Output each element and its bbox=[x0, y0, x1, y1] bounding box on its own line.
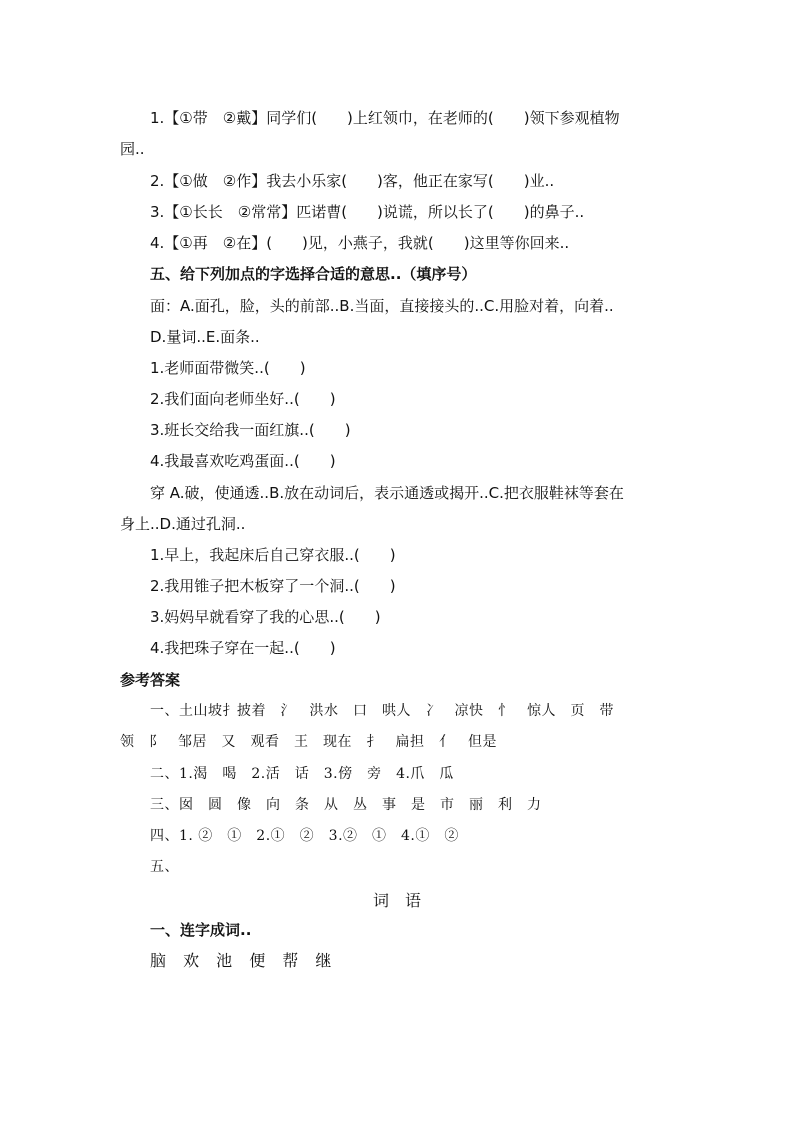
mian-item-4: 4.我最喜欢吃鸡蛋面..( ) bbox=[150, 452, 336, 470]
answers-heading: 参考答案 bbox=[120, 671, 181, 689]
answer-2: 二、1.渴 喝 2.活 话 3.傍 旁 4.爪 瓜 bbox=[150, 766, 454, 782]
answer-1-line1: 一、土山坡扌披着 氵 洪水 口 哄人 冫 凉快 忄 惊人 页 带 bbox=[150, 703, 614, 719]
section-title: 词 语 bbox=[372, 891, 421, 910]
answer-3: 三、囡 圆 像 向 条 从 丛 事 是 市 丽 利 力 bbox=[150, 797, 542, 813]
character-list: 脑 欢 池 便 帮 继 bbox=[150, 951, 338, 970]
mian-item-1: 1.老师面带微笑..( ) bbox=[150, 359, 306, 377]
mian-item-2: 2.我们面向老师坐好..( ) bbox=[150, 390, 336, 408]
chuan-item-3: 3.妈妈早就看穿了我的心思..( ) bbox=[150, 608, 381, 626]
mian-item-3: 3.班长交给我一面红旗..( ) bbox=[150, 421, 351, 439]
q4-item2: 2.【①做 ②作】我去小乐家( )客，他正在家写( )业.. bbox=[150, 172, 555, 190]
answer-1-line2: 领 阝 邹居 又 观看 王 现在 扌 扁担 亻 但是 bbox=[120, 734, 497, 750]
mian-definition-line1: 面：A.面孔，脸，头的前部..B.当面，直接接头的..C.用脸对着，向着.. bbox=[150, 297, 614, 315]
answer-4: 四、1. ② ① 2.① ② 3.② ① 4.① ② bbox=[150, 828, 459, 844]
answer-5: 五、 bbox=[150, 859, 179, 875]
chuan-definition-line2: 身上..D.通过孔洞.. bbox=[120, 515, 246, 533]
chuan-item-4: 4.我把珠子穿在一起..( ) bbox=[150, 639, 336, 657]
chuan-item-2: 2.我用锥子把木板穿了一个洞..( ) bbox=[150, 577, 396, 595]
chuan-definition-line1: 穿 A.破，使通透..B.放在动词后，表示通透或揭开..C.把衣服鞋袜等套在 bbox=[150, 484, 624, 502]
q4-item3: 3.【①长长 ②常常】匹诺曹( )说谎，所以长了( )的鼻子.. bbox=[150, 203, 585, 221]
q5-heading: 五、给下列加点的字选择合适的意思..（填序号） bbox=[150, 265, 477, 283]
q4-item1-line1: 1.【①带 ②戴】同学们( )上红领巾，在老师的( )领下参观植物 bbox=[150, 109, 620, 127]
q4-item1-line2: 园.. bbox=[120, 140, 145, 158]
q4-item4: 4.【①再 ②在】( )见，小燕子，我就( )这里等你回来.. bbox=[150, 234, 570, 252]
mian-definition-line2: D.量词..E.面条.. bbox=[150, 328, 260, 346]
chuan-item-1: 1.早上，我起床后自己穿衣服..( ) bbox=[150, 546, 396, 564]
lianzi-heading: 一、连字成词.. bbox=[150, 921, 252, 939]
